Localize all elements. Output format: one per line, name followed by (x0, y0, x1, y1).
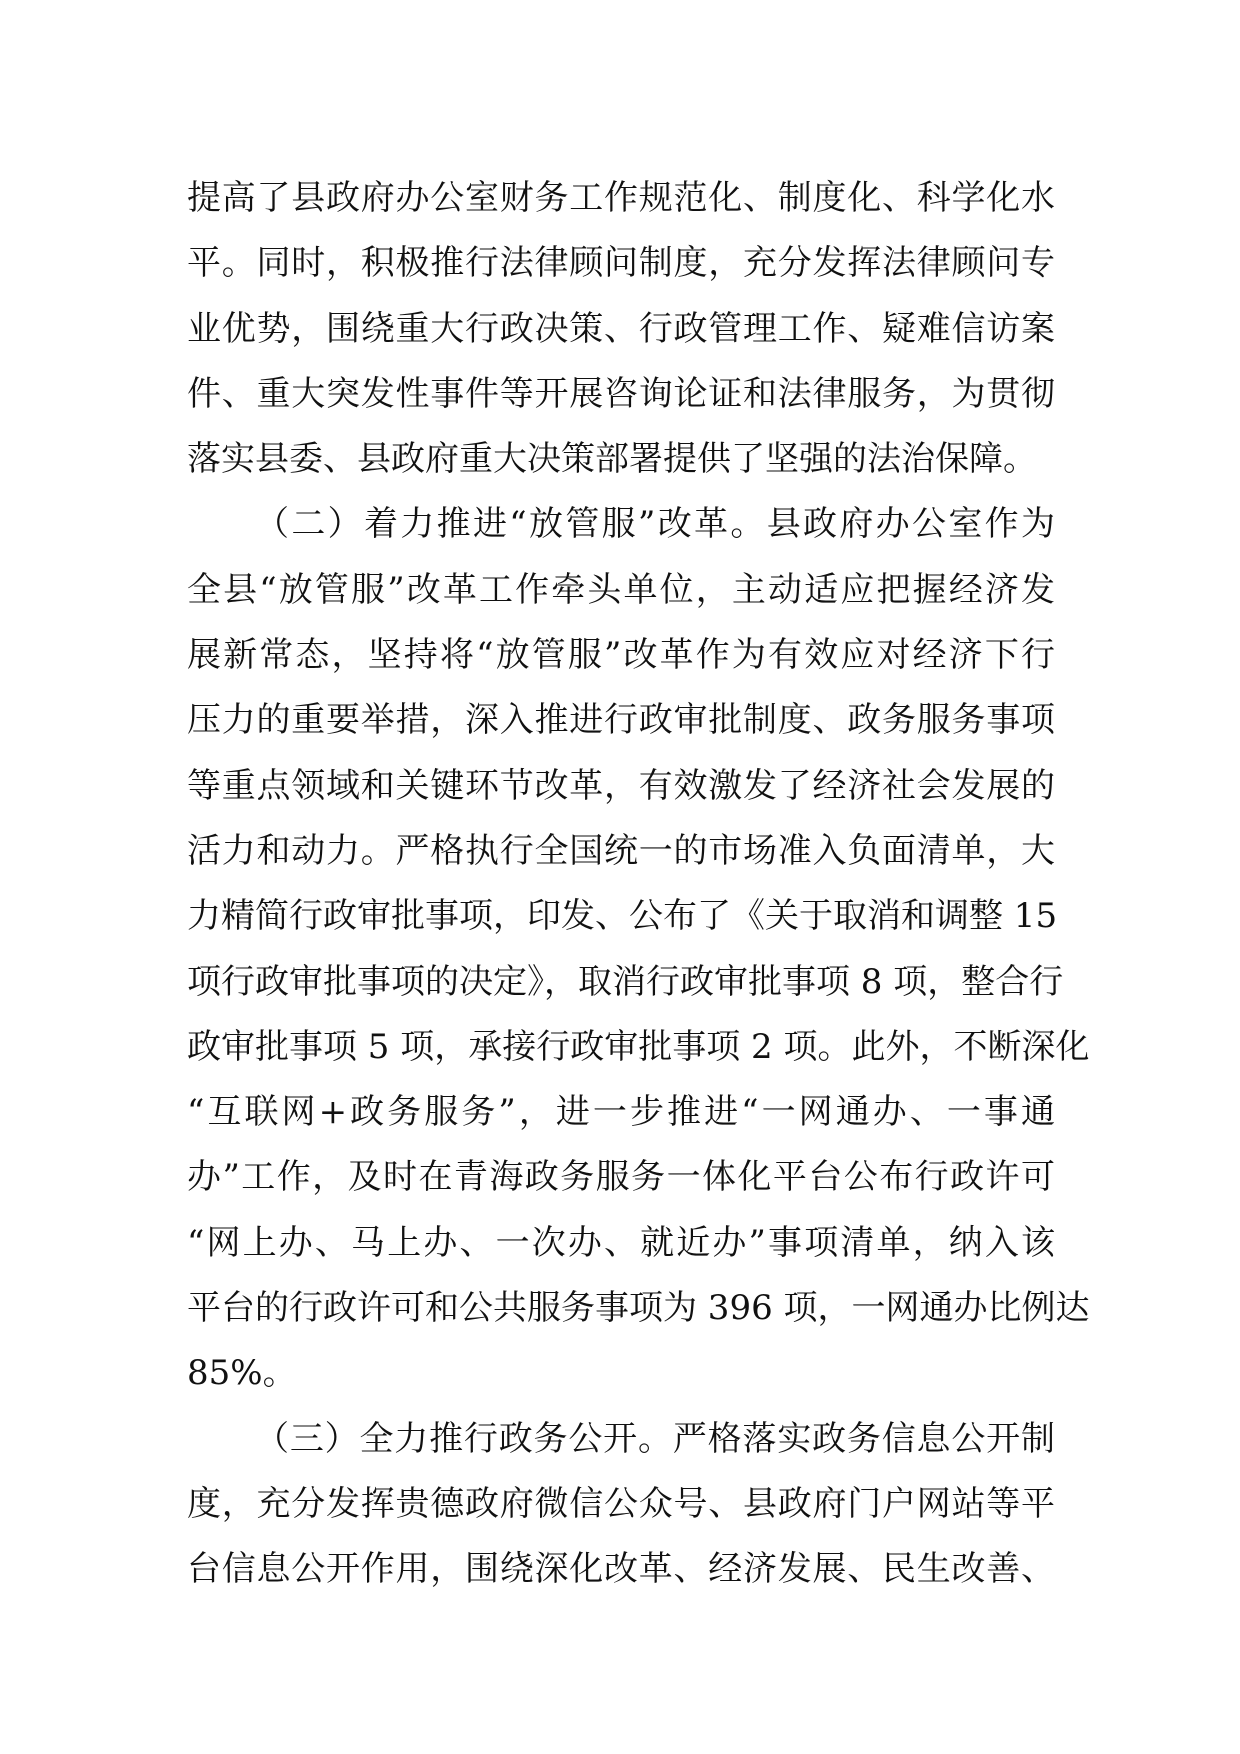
text-line: 台信息公开作用，围绕深化改革、经济发展、民生改善、 (187, 1549, 1055, 1590)
text-line: 业优势，围绕重大行政决策、行政管理工作、疑难信访案 (187, 308, 1055, 349)
text-line: “互联网+政务服务”，进一步推进“一网通办、一事通 (187, 1092, 1055, 1133)
text-line: 全县“放管服”改革工作牵头单位，主动适应把握经济发 (187, 569, 1055, 610)
text-line: 办”工作，及时在青海政务服务一体化平台公布行政许可 (187, 1157, 1055, 1198)
text-line: 度，充分发挥贵德政府微信公众号、县政府门户网站等平 (187, 1483, 1055, 1524)
text-line: 活力和动力。严格执行全国统一的市场准入负面清单，大 (187, 830, 1055, 871)
text-line: 压力的重要举措，深入推进行政审批制度、政务服务事项 (187, 700, 1055, 741)
text-line: 力精简行政审批事项，印发、公布了《关于取消和调整 15 (187, 896, 1058, 937)
text-line: 展新常态，坚持将“放管服”改革作为有效应对经济下行 (187, 635, 1055, 676)
paragraph-financial-legal (187, 166, 1055, 492)
paragraph-fangguanfu-reform (187, 492, 1090, 1406)
text-line: 85%。 (187, 1353, 297, 1394)
text-line: 政审批事项 5 项，承接行政审批事项 2 项。此外，不断深化 (187, 1026, 1090, 1067)
paragraph-government-affairs-disclosure (187, 1407, 1055, 1603)
text-line: 落实县委、县政府重大决策部署提供了坚强的法治保障。 (187, 439, 1037, 480)
text-line: 平。同时，积极推行法律顾问制度，充分发挥法律顾问专 (187, 243, 1055, 284)
body-text (187, 166, 1090, 1603)
text-line: 平台的行政许可和公共服务事项为 396 项，一网通办比例达 (187, 1288, 1090, 1329)
text-line: “网上办、马上办、一次办、就近办”事项清单，纳入该 (187, 1222, 1055, 1263)
section-heading-line: （三）全力推行政务公开。严格落实政务信息公开制 (255, 1418, 1055, 1459)
text-line: 件、重大突发性事件等开展咨询论证和法律服务，为贯彻 (187, 373, 1055, 414)
section-heading-line: （二）着力推进“放管服”改革。县政府办公室作为 (255, 504, 1055, 545)
text-line: 等重点领域和关键环节改革，有效激发了经济社会发展的 (187, 765, 1055, 806)
text-line: 项行政审批事项的决定》，取消行政审批事项 8 项，整合行 (187, 961, 1064, 1002)
text-line: 提高了县政府办公室财务工作规范化、制度化、科学化水 (187, 178, 1055, 218)
